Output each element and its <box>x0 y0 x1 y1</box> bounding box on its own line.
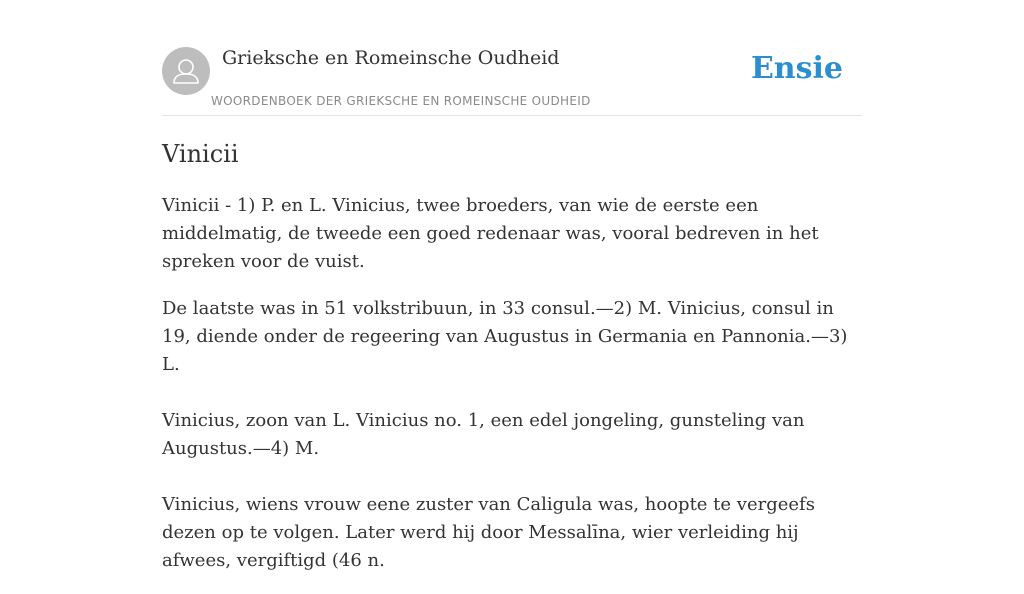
entry-paragraph: De laatste was in 51 volkstribuun, in 33 consul.—2) M. Vinicius, consul in 19, diende onder de regeering van Augustus in Germania en Pannonia.—3) L. <box>162 298 848 375</box>
entry-paragraph: Vinicius, wiens vrouw eene zuster van Caligula was, hoopte te vergeefs dezen op te volgen. Later werd hij door Messalīna, wier verleiding hij afwees, vergiftigd (46 n. <box>162 494 815 571</box>
user-silhouette-icon <box>162 47 210 95</box>
dictionary-subtitle[interactable]: WOORDENBOEK DER GRIEKSCHE EN ROMEINSCHE OUDHEID <box>211 94 591 108</box>
header <box>162 0 862 116</box>
avatar[interactable] <box>162 47 210 95</box>
brand-logo[interactable]: Ensie <box>750 51 843 86</box>
entry-paragraph: Vinicius, zoon van L. Vinicius no. 1, een edel jongeling, gunsteling van Augustus.—4) M. <box>162 410 805 459</box>
entry-title: Vinicii <box>162 140 239 168</box>
entry-body <box>162 192 862 594</box>
author-name[interactable]: Grieksche en Romeinsche Oudheid <box>222 47 560 69</box>
entry-paragraph: Vinicii - 1) P. en L. Vinicius, twee broeders, van wie de eerste een middelmatig, de tweede een goed redenaar was, vooral bedreven in het spreken voor de vuist. <box>162 195 819 272</box>
